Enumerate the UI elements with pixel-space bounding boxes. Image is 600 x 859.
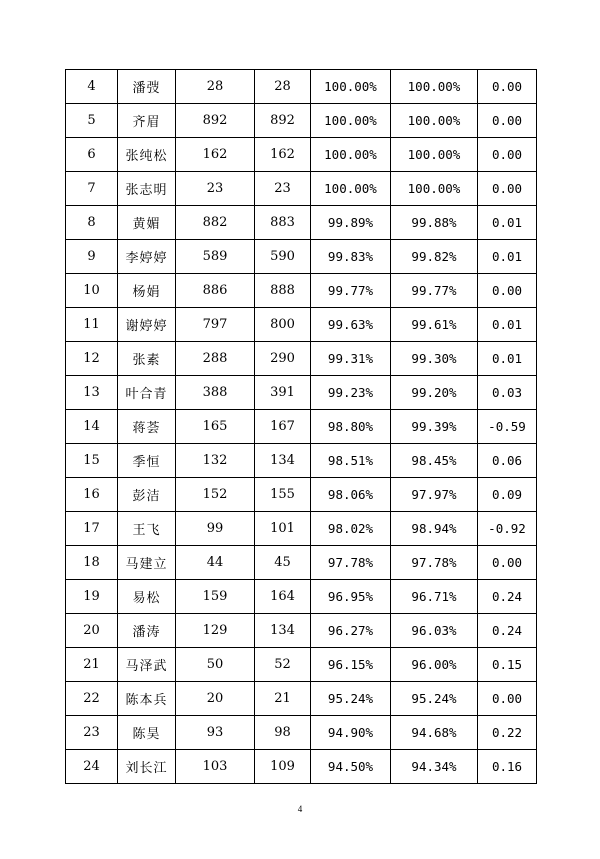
rank-cell: 8	[66, 206, 118, 240]
percent-2-cell: 99.88%	[391, 206, 478, 240]
count-a-cell: 129	[176, 614, 255, 648]
table-row	[66, 342, 537, 376]
count-b-cell: 162	[255, 138, 311, 172]
name-cell: 杨娟	[118, 274, 176, 308]
count-b-cell: 164	[255, 580, 311, 614]
difference-cell: 0.09	[478, 478, 537, 512]
table-row	[66, 546, 537, 580]
name-cell: 张纯松	[118, 138, 176, 172]
percent-1-cell: 100.00%	[311, 70, 391, 104]
count-a-cell: 892	[176, 104, 255, 138]
count-a-cell: 132	[176, 444, 255, 478]
name-cell: 黄媚	[118, 206, 176, 240]
rank-cell: 13	[66, 376, 118, 410]
table-row	[66, 206, 537, 240]
name-cell: 刘长江	[118, 750, 176, 784]
difference-cell: 0.16	[478, 750, 537, 784]
difference-cell: 0.15	[478, 648, 537, 682]
percent-1-cell: 98.02%	[311, 512, 391, 546]
count-a-cell: 28	[176, 70, 255, 104]
table-row	[66, 138, 537, 172]
percent-2-cell: 99.30%	[391, 342, 478, 376]
table-row	[66, 70, 537, 104]
table-row	[66, 750, 537, 784]
percent-2-cell: 99.61%	[391, 308, 478, 342]
name-cell: 潘弢	[118, 70, 176, 104]
count-b-cell: 21	[255, 682, 311, 716]
name-cell: 易松	[118, 580, 176, 614]
count-a-cell: 103	[176, 750, 255, 784]
percent-2-cell: 94.68%	[391, 716, 478, 750]
count-b-cell: 134	[255, 614, 311, 648]
percent-2-cell: 100.00%	[391, 138, 478, 172]
difference-cell: 0.01	[478, 240, 537, 274]
count-a-cell: 152	[176, 478, 255, 512]
count-a-cell: 162	[176, 138, 255, 172]
rank-cell: 7	[66, 172, 118, 206]
difference-cell: -0.59	[478, 410, 537, 444]
count-b-cell: 23	[255, 172, 311, 206]
percent-2-cell: 99.20%	[391, 376, 478, 410]
name-cell: 马泽武	[118, 648, 176, 682]
count-b-cell: 883	[255, 206, 311, 240]
percent-1-cell: 99.89%	[311, 206, 391, 240]
percent-1-cell: 100.00%	[311, 138, 391, 172]
percent-2-cell: 96.03%	[391, 614, 478, 648]
name-cell: 李婷婷	[118, 240, 176, 274]
page-number: 4	[297, 804, 303, 814]
percent-2-cell: 96.71%	[391, 580, 478, 614]
table-row	[66, 376, 537, 410]
difference-cell: 0.22	[478, 716, 537, 750]
percent-1-cell: 99.23%	[311, 376, 391, 410]
percent-1-cell: 99.83%	[311, 240, 391, 274]
name-cell: 张素	[118, 342, 176, 376]
name-cell: 潘涛	[118, 614, 176, 648]
count-a-cell: 159	[176, 580, 255, 614]
count-a-cell: 93	[176, 716, 255, 750]
rank-cell: 15	[66, 444, 118, 478]
count-a-cell: 99	[176, 512, 255, 546]
count-a-cell: 20	[176, 682, 255, 716]
count-b-cell: 888	[255, 274, 311, 308]
count-b-cell: 167	[255, 410, 311, 444]
name-cell: 陈本兵	[118, 682, 176, 716]
difference-cell: 0.00	[478, 546, 537, 580]
table-row	[66, 648, 537, 682]
table-body	[66, 70, 537, 784]
count-b-cell: 800	[255, 308, 311, 342]
percent-2-cell: 94.34%	[391, 750, 478, 784]
rank-cell: 17	[66, 512, 118, 546]
percent-2-cell: 100.00%	[391, 172, 478, 206]
percent-1-cell: 100.00%	[311, 104, 391, 138]
count-b-cell: 98	[255, 716, 311, 750]
rank-cell: 21	[66, 648, 118, 682]
percent-1-cell: 97.78%	[311, 546, 391, 580]
count-a-cell: 165	[176, 410, 255, 444]
difference-cell: 0.06	[478, 444, 537, 478]
table-row	[66, 580, 537, 614]
difference-cell: 0.03	[478, 376, 537, 410]
percent-1-cell: 96.95%	[311, 580, 391, 614]
table-row	[66, 614, 537, 648]
difference-cell: 0.01	[478, 308, 537, 342]
count-b-cell: 45	[255, 546, 311, 580]
table-row	[66, 478, 537, 512]
count-a-cell: 50	[176, 648, 255, 682]
name-cell: 张志明	[118, 172, 176, 206]
difference-cell: 0.24	[478, 614, 537, 648]
percent-1-cell: 95.24%	[311, 682, 391, 716]
rank-cell: 6	[66, 138, 118, 172]
percent-1-cell: 99.63%	[311, 308, 391, 342]
rank-cell: 10	[66, 274, 118, 308]
rank-cell: 12	[66, 342, 118, 376]
rank-cell: 18	[66, 546, 118, 580]
difference-cell: 0.00	[478, 274, 537, 308]
percent-2-cell: 97.78%	[391, 546, 478, 580]
rank-cell: 14	[66, 410, 118, 444]
difference-cell: 0.01	[478, 342, 537, 376]
table-row	[66, 172, 537, 206]
table-row	[66, 104, 537, 138]
name-cell: 叶合青	[118, 376, 176, 410]
table-row	[66, 512, 537, 546]
difference-cell: 0.00	[478, 70, 537, 104]
name-cell: 齐眉	[118, 104, 176, 138]
name-cell: 陈昊	[118, 716, 176, 750]
name-cell: 谢婷婷	[118, 308, 176, 342]
name-cell: 蒋荟	[118, 410, 176, 444]
name-cell: 季恒	[118, 444, 176, 478]
rank-cell: 19	[66, 580, 118, 614]
percent-2-cell: 99.77%	[391, 274, 478, 308]
table-row	[66, 716, 537, 750]
difference-cell: 0.01	[478, 206, 537, 240]
count-b-cell: 52	[255, 648, 311, 682]
name-cell: 彭洁	[118, 478, 176, 512]
count-a-cell: 589	[176, 240, 255, 274]
count-b-cell: 590	[255, 240, 311, 274]
count-a-cell: 886	[176, 274, 255, 308]
percent-1-cell: 98.80%	[311, 410, 391, 444]
percent-1-cell: 96.15%	[311, 648, 391, 682]
percent-2-cell: 100.00%	[391, 104, 478, 138]
percent-2-cell: 98.45%	[391, 444, 478, 478]
rank-cell: 11	[66, 308, 118, 342]
percent-1-cell: 100.00%	[311, 172, 391, 206]
difference-cell: -0.92	[478, 512, 537, 546]
count-b-cell: 391	[255, 376, 311, 410]
rank-cell: 20	[66, 614, 118, 648]
difference-cell: 0.00	[478, 682, 537, 716]
name-cell: 王飞	[118, 512, 176, 546]
table-row	[66, 444, 537, 478]
percent-2-cell: 100.00%	[391, 70, 478, 104]
table-row	[66, 682, 537, 716]
count-a-cell: 288	[176, 342, 255, 376]
name-cell: 马建立	[118, 546, 176, 580]
percent-1-cell: 99.31%	[311, 342, 391, 376]
rank-cell: 24	[66, 750, 118, 784]
count-b-cell: 134	[255, 444, 311, 478]
table-row	[66, 308, 537, 342]
percent-2-cell: 96.00%	[391, 648, 478, 682]
count-a-cell: 797	[176, 308, 255, 342]
percent-2-cell: 99.82%	[391, 240, 478, 274]
rank-cell: 5	[66, 104, 118, 138]
percent-1-cell: 98.51%	[311, 444, 391, 478]
percent-2-cell: 98.94%	[391, 512, 478, 546]
count-a-cell: 23	[176, 172, 255, 206]
percent-2-cell: 97.97%	[391, 478, 478, 512]
percent-1-cell: 94.50%	[311, 750, 391, 784]
difference-cell: 0.00	[478, 138, 537, 172]
ranking-table	[65, 69, 537, 784]
percent-2-cell: 99.39%	[391, 410, 478, 444]
percent-1-cell: 98.06%	[311, 478, 391, 512]
rank-cell: 22	[66, 682, 118, 716]
count-b-cell: 28	[255, 70, 311, 104]
count-b-cell: 101	[255, 512, 311, 546]
difference-cell: 0.00	[478, 172, 537, 206]
table-row	[66, 240, 537, 274]
table-row	[66, 274, 537, 308]
count-a-cell: 44	[176, 546, 255, 580]
count-b-cell: 109	[255, 750, 311, 784]
table-row	[66, 410, 537, 444]
rank-cell: 23	[66, 716, 118, 750]
count-b-cell: 892	[255, 104, 311, 138]
count-a-cell: 388	[176, 376, 255, 410]
count-b-cell: 155	[255, 478, 311, 512]
percent-1-cell: 94.90%	[311, 716, 391, 750]
rank-cell: 9	[66, 240, 118, 274]
percent-1-cell: 99.77%	[311, 274, 391, 308]
difference-cell: 0.24	[478, 580, 537, 614]
percent-1-cell: 96.27%	[311, 614, 391, 648]
rank-cell: 16	[66, 478, 118, 512]
difference-cell: 0.00	[478, 104, 537, 138]
count-b-cell: 290	[255, 342, 311, 376]
rank-cell: 4	[66, 70, 118, 104]
percent-2-cell: 95.24%	[391, 682, 478, 716]
count-a-cell: 882	[176, 206, 255, 240]
